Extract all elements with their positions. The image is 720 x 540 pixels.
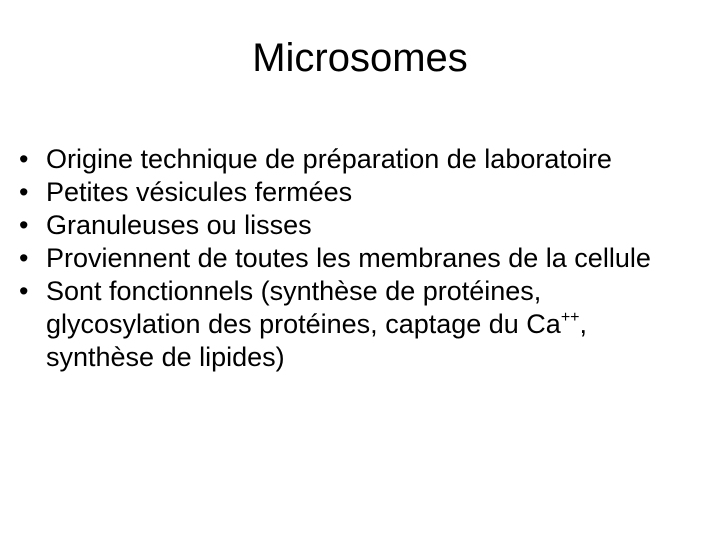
bullet-text: Petites vésicules fermées	[46, 177, 353, 207]
bullet-marker: •	[19, 276, 29, 306]
bullet-item	[0, 176, 720, 209]
bullet-text-part: Sont fonctionnels (synthèse de protéines, glycosylation des protéines, captage du Ca	[46, 276, 561, 339]
bullet-text-part: , synthèse de lipides)	[46, 309, 588, 372]
bullet-item	[0, 209, 720, 242]
bullet-text: Proviennent de toutes les membranes de la cellule	[46, 243, 651, 273]
bullet-marker: •	[19, 177, 29, 207]
bullet-marker: •	[19, 144, 29, 174]
slide-title: Microsomes	[252, 36, 468, 80]
bullet-marker: •	[19, 210, 29, 240]
bullet-marker: •	[19, 243, 29, 273]
bullet-item	[0, 143, 720, 176]
bullet-text: Origine technique de préparation de laboratoire	[46, 144, 612, 174]
bullet-text	[46, 276, 587, 372]
bullet-item	[0, 275, 720, 374]
superscript-charge: ++	[560, 309, 580, 326]
bullet-item	[0, 242, 720, 275]
bullet-list	[0, 143, 720, 374]
bullet-text: Granuleuses ou lisses	[46, 210, 312, 240]
